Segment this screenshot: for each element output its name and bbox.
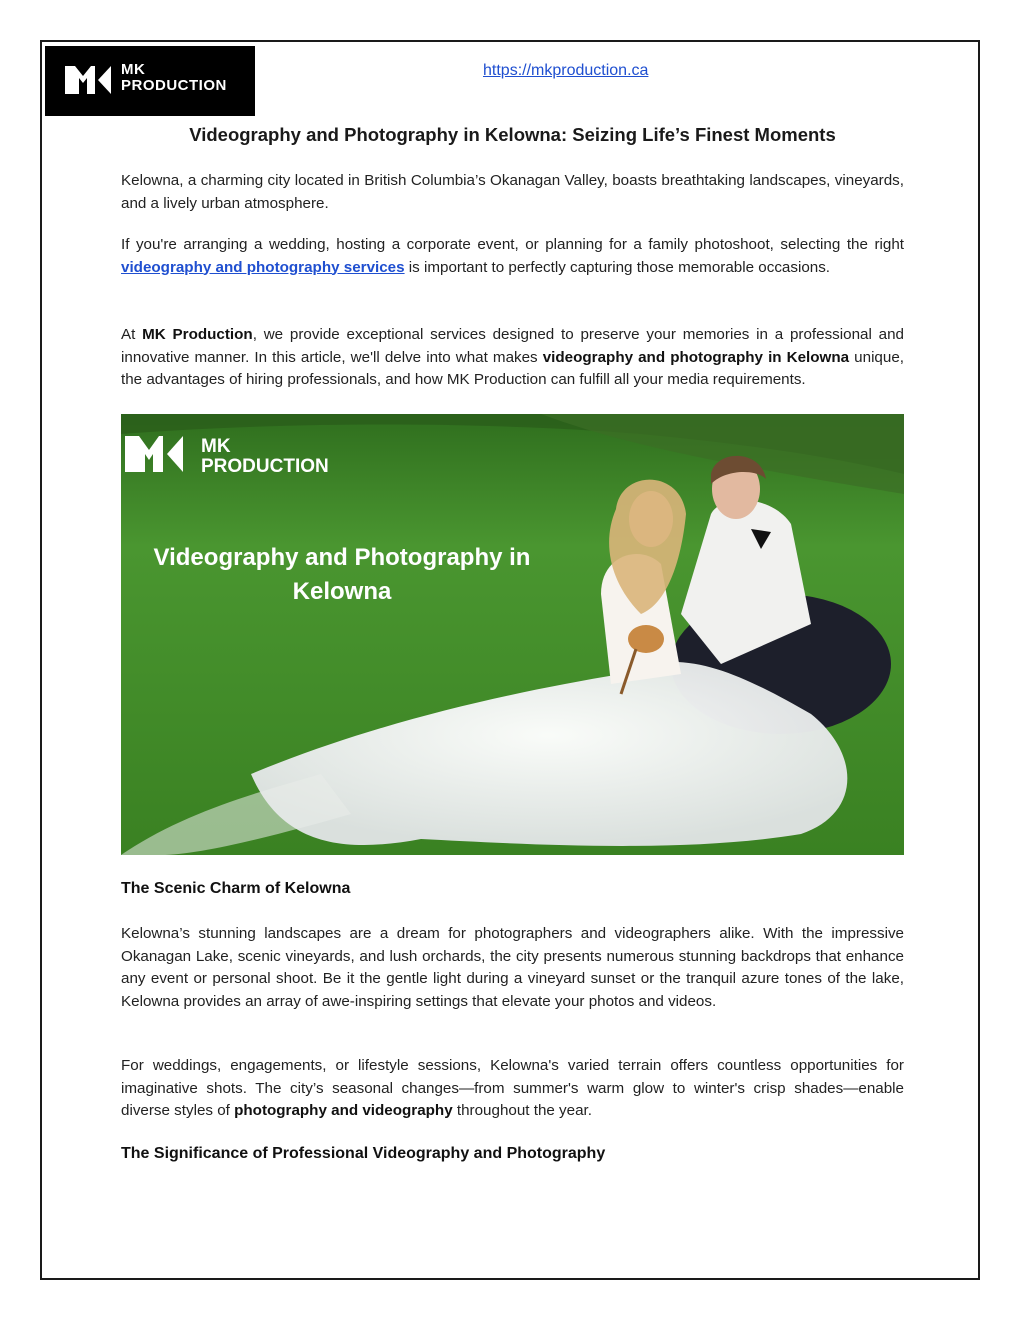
p3-bold-keyword: videography and photography in Kelowna	[542, 348, 850, 366]
services-link[interactable]: videography and photography services	[121, 258, 405, 276]
site-url-link[interactable]: https://mkproduction.ca	[483, 62, 649, 79]
paragraph-services	[121, 234, 904, 279]
p3-text-e: unique, the advantages of hiring professionals, and how MK Production can fulfill all your media requirements.	[121, 348, 904, 388]
hero-logo-line-2: PRODUCTION	[201, 456, 329, 477]
logo-line-2: PRODUCTION	[121, 77, 227, 94]
hero-caption-line-2: Kelowna	[292, 578, 392, 605]
logo-line-1: MK	[121, 61, 146, 78]
p3-text-c: , we provide exceptional services designed to preserve your memories in a professional and innovative manner. In this article, we'll delve into what makes	[121, 326, 904, 366]
hero-logo-line-1: MK	[201, 436, 231, 457]
paragraph-scenic-1: Kelowna’s stunning landscapes are a dream for photographers and videographers alike. With the impressive Okanagan Lake, scenic vineyards, and lush orchards, the city presents numerous stunning backdrops that enhance any event or personal shoot. Be it the gentle light during a vineyard sunset or the tranquil azure tones of the lake, Kelowna provides an array of awe-inspiring settings that elevate your photos and videos.	[121, 925, 904, 1010]
s1p2-text-a: For weddings, engagements, or lifestyle sessions, Kelowna's varied terrain offers countless opportunities for imaginative shots. The city’s seasonal changes—from summer's warm glow to winter's crisp shades—enable diverse styles of	[121, 1057, 904, 1119]
section-heading-scenic: The Scenic Charm of Kelowna	[121, 880, 351, 897]
paragraph-scenic-2	[121, 1055, 904, 1123]
s1p2-bold: photography and videography	[234, 1102, 453, 1119]
section-heading-significance: The Significance of Professional Videography and Photography	[121, 1145, 606, 1162]
s1p2-text-c: throughout the year.	[452, 1102, 592, 1119]
hero-wedding-image	[121, 414, 904, 855]
p2-text-b: is important to perfectly capturing those memorable occasions.	[404, 258, 831, 276]
p2-text-a: If you're arranging a wedding, hosting a corporate event, or planning for a family photoshoot, selecting the right	[121, 236, 904, 253]
mk-production-logo[interactable]	[45, 46, 255, 116]
intro-paragraph: Kelowna, a charming city located in British Columbia’s Okanagan Valley, boasts breathtaking landscapes, vineyards, and a lively urban atmosphere.	[121, 172, 904, 212]
logo-text	[121, 62, 227, 94]
article-title: Videography and Photography in Kelowna: Seizing Life’s Finest Moments	[189, 124, 836, 145]
hero-illustration	[121, 414, 904, 855]
paragraph-mk-production	[121, 324, 904, 392]
mk-logo-mark-icon	[65, 64, 111, 94]
p3-text-a: At	[121, 326, 143, 343]
p3-bold-company: MK Production	[142, 326, 253, 343]
hero-caption-line-1: Videography and Photography in	[153, 544, 531, 571]
